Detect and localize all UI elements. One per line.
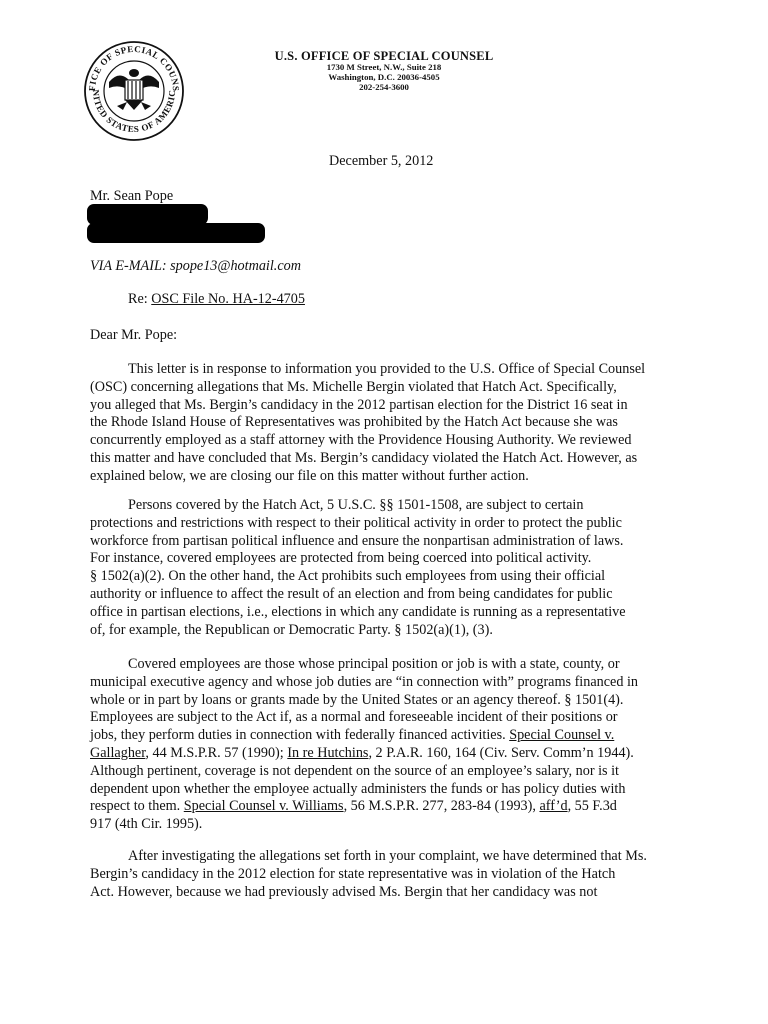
line-text: , 44 M.S.P.R. 57 (1990); bbox=[145, 744, 288, 761]
line-text: , 55 F.3d bbox=[567, 798, 617, 815]
redaction-bar bbox=[87, 223, 265, 243]
letterhead-address-line2: Washington, D.C. 20036-4505 bbox=[328, 71, 440, 82]
body-paragraph-3 bbox=[90, 656, 680, 834]
case-citation: aff’d bbox=[539, 798, 568, 815]
paragraph-line: Bergin’s candidacy in the 2012 election for state representative was in violation of the Hatch bbox=[90, 865, 616, 882]
paragraph-line: After investigating the allegations set forth in your complaint, we have determined that Ms. bbox=[128, 848, 647, 864]
paragraph-line bbox=[90, 745, 680, 763]
salutation: Dear Mr. Pope: bbox=[90, 327, 178, 343]
re-line bbox=[128, 291, 305, 308]
letterhead-org: U.S. OFFICE OF SPECIAL COUNSEL bbox=[274, 49, 494, 63]
re-prefix: Re: bbox=[128, 291, 152, 307]
eagle-icon bbox=[109, 69, 159, 110]
body-paragraph-2 bbox=[90, 497, 680, 639]
letterhead-address-line1: 1730 M Street, N.W., Suite 218 bbox=[326, 62, 442, 72]
paragraph-line: explained below, we are closing our file on this matter without further action. bbox=[90, 467, 529, 484]
paragraph-line: 917 (4th Cir. 1995). bbox=[90, 816, 203, 833]
line-text: , 2 P.A.R. 160, 164 (Civ. Serv. Comm’n 1944). bbox=[368, 744, 634, 761]
letter-date: December 5, 2012 bbox=[329, 153, 434, 169]
paragraph-line: workforce from partisan political influence and ensure the nonpartisan administration of laws. bbox=[90, 532, 624, 549]
recipient-name: Mr. Sean Pope bbox=[90, 188, 174, 204]
paragraph-line: you alleged that Ms. Bergin’s candidacy in the 2012 partisan election for the District 16 seat in bbox=[90, 396, 628, 413]
line-text: , 56 M.S.P.R. 277, 283-84 (1993), bbox=[343, 798, 540, 815]
paragraph-line: dependent upon whether the employee actually administers the funds or has policy duties with bbox=[90, 780, 626, 797]
case-citation: Special Counsel v. bbox=[509, 727, 615, 744]
paragraph-line: Although pertinent, coverage is not dependent on the source of an employee’s salary, nor is it bbox=[90, 762, 619, 779]
letterhead bbox=[214, 49, 554, 93]
re-file-number: OSC File No. HA-12-4705 bbox=[151, 291, 305, 307]
line-text: jobs, they perform duties in connection with federally financed activities. bbox=[90, 727, 510, 744]
paragraph-line: authority or influence to affect the result of an election and from being candidates for public bbox=[90, 585, 613, 602]
letterhead-phone: 202-254-3600 bbox=[359, 81, 409, 92]
paragraph-line: Covered employees are those whose principal position or job is with a state, county, or bbox=[128, 656, 620, 672]
seal-ring-top: FICE OF SPECIAL COUNS bbox=[86, 43, 182, 92]
paragraph-line: the Rhode Island House of Representatives was prohibited by the Hatch Act because she was bbox=[90, 414, 618, 431]
body-paragraph-4 bbox=[90, 848, 680, 901]
paragraph-line: Persons covered by the Hatch Act, 5 U.S.C. §§ 1501-1508, are subject to certain bbox=[128, 497, 584, 513]
paragraph-line: office in partisan elections, i.e., elections in which any candidate is running as a representative bbox=[90, 603, 626, 620]
case-citation: Gallagher bbox=[90, 744, 146, 761]
paragraph-line: Employees are subject to the Act if, as a normal and foreseeable incident of their positions or bbox=[90, 709, 618, 726]
paragraph-line: (OSC) concerning allegations that Ms. Michelle Bergin violated that Hatch Act. Specifically, bbox=[90, 378, 617, 395]
paragraph-line: this matter and have concluded that Ms. Bergin’s candidacy violated the Hatch Act. However, as bbox=[90, 449, 638, 466]
seal-ring-bottom: NITED STATES OF AMERIC bbox=[90, 89, 178, 135]
case-citation: In re Hutchins bbox=[287, 744, 369, 761]
line-text: respect to them. bbox=[90, 798, 184, 815]
via-email-line: VIA E-MAIL: spope13@hotmail.com bbox=[90, 258, 301, 274]
case-citation: Special Counsel v. Williams bbox=[183, 798, 344, 815]
paragraph-line: § 1502(a)(2). On the other hand, the Act prohibits such employees from using their official bbox=[90, 568, 606, 585]
paragraph-line: protections and restrictions with respect to their political activity in order to protect the public bbox=[90, 514, 622, 531]
body-paragraph-1 bbox=[90, 361, 680, 486]
redaction-bar bbox=[87, 204, 208, 225]
paragraph-line: This letter is in response to information you provided to the U.S. Office of Special Counsel bbox=[128, 361, 646, 377]
paragraph-line bbox=[90, 727, 680, 745]
office-seal bbox=[83, 40, 185, 142]
paragraph-line bbox=[90, 798, 680, 816]
paragraph-line: municipal executive agency and whose job duties are “in connection with” programs financed in bbox=[90, 673, 638, 690]
paragraph-line: For instance, covered employees are protected from being coerced into political activity. bbox=[90, 550, 592, 567]
paragraph-line: of, for example, the Republican or Democratic Party. § 1502(a)(1), (3). bbox=[90, 621, 493, 638]
paragraph-line: whole or in part by loans or grants made by the United States or an agency thereof. § 1501(4). bbox=[90, 691, 624, 708]
paragraph-line: concurrently employed as a staff attorney with the Providence Housing Authority. We reviewed bbox=[90, 432, 632, 449]
paragraph-line: Act. However, because we had previously advised Ms. Bergin that her candidacy was not bbox=[90, 883, 598, 900]
